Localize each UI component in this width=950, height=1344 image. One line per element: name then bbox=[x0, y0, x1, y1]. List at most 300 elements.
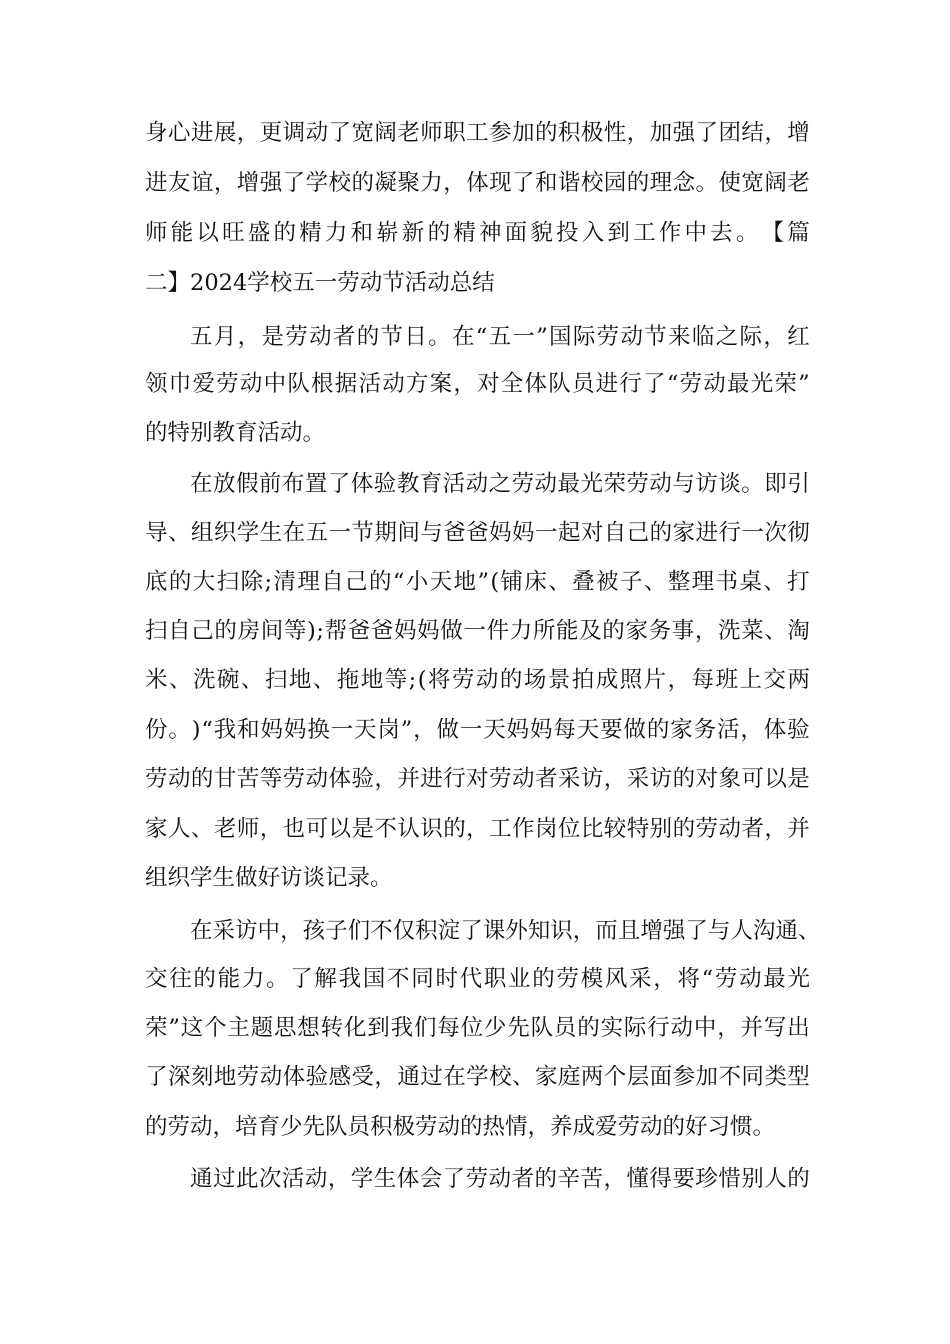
text-char: 地 bbox=[360, 667, 384, 693]
text-char: 自 bbox=[168, 618, 191, 644]
text-char: 活 bbox=[358, 371, 381, 397]
text-char: 老 bbox=[397, 120, 420, 146]
text-char: 动 bbox=[703, 371, 726, 397]
text-char: 光 bbox=[787, 966, 810, 992]
text-char: 两 bbox=[580, 1064, 604, 1090]
text-char: 动 bbox=[305, 120, 329, 146]
text-char: 洗 bbox=[718, 618, 741, 644]
text-char: 的 bbox=[649, 520, 673, 546]
text-char: 妈 bbox=[283, 717, 307, 743]
text-char: 。 bbox=[168, 717, 191, 743]
text-char: 妈 bbox=[506, 717, 530, 743]
text-char: ， bbox=[667, 667, 691, 693]
text-char: 动 bbox=[620, 324, 643, 350]
text-char: ， bbox=[374, 1064, 397, 1090]
text-char: 了 bbox=[685, 918, 708, 944]
text-char: 题 bbox=[250, 1015, 274, 1041]
text-char: 工 bbox=[489, 816, 512, 842]
text-char: 红 bbox=[787, 324, 810, 350]
text-char: 和 bbox=[534, 170, 558, 196]
text-char: 劳 bbox=[285, 324, 308, 350]
text-char: 、 bbox=[764, 618, 787, 644]
text-char: 前 bbox=[258, 471, 282, 497]
text-char: ， bbox=[764, 816, 787, 842]
text-char: 我 bbox=[213, 717, 237, 743]
text-char: 地 bbox=[213, 1064, 237, 1090]
text-char: 案 bbox=[429, 371, 453, 397]
text-char: 积 bbox=[415, 918, 438, 944]
text-char: 荣 bbox=[603, 471, 626, 497]
text-char: 的 bbox=[626, 170, 650, 196]
text-char: 代 bbox=[459, 966, 483, 992]
text-char: 等 bbox=[384, 667, 408, 693]
text-char: 苦 bbox=[236, 766, 260, 792]
text-char: 的 bbox=[168, 569, 192, 595]
text-char: 己 bbox=[191, 618, 214, 644]
text-char: 员 bbox=[553, 1015, 577, 1041]
text-char: 过 bbox=[420, 1064, 443, 1090]
text-char: 体 bbox=[350, 471, 374, 497]
text-char: 【 bbox=[761, 220, 785, 246]
text-char: 此 bbox=[235, 1166, 259, 1192]
text-char: ; bbox=[316, 618, 324, 644]
text-char: 动 bbox=[718, 816, 741, 842]
text-char: 思 bbox=[273, 1015, 297, 1041]
text-char: 大 bbox=[192, 569, 216, 595]
text-char: 是 bbox=[261, 324, 284, 350]
text-char: 动 bbox=[534, 471, 558, 497]
text-char: ; bbox=[264, 569, 273, 595]
text-char: 访 bbox=[695, 471, 718, 497]
text-char: 生 bbox=[259, 520, 283, 546]
text-char: 、 bbox=[312, 667, 336, 693]
text-char: ” bbox=[536, 324, 548, 350]
text-char: 师 bbox=[420, 120, 443, 146]
text-char: 中 bbox=[693, 1015, 717, 1041]
text-char: 国 bbox=[549, 324, 572, 350]
text-char: 盛 bbox=[247, 220, 271, 246]
text-line bbox=[145, 713, 810, 747]
text-char: 动 bbox=[649, 471, 672, 497]
text-char: 一 bbox=[512, 324, 535, 350]
text-char: 而 bbox=[595, 918, 618, 944]
text-char: 我 bbox=[390, 1015, 414, 1041]
text-char: 工 bbox=[466, 120, 489, 146]
text-char: 了 bbox=[327, 471, 351, 497]
text-char: 节 bbox=[380, 324, 404, 350]
text-char: 到 bbox=[607, 220, 630, 246]
text-char: 投 bbox=[556, 220, 579, 246]
text-char: 体 bbox=[282, 1064, 306, 1090]
text-char: 理 bbox=[691, 569, 715, 595]
text-char: 的 bbox=[427, 220, 451, 246]
text-char: 做 bbox=[623, 717, 647, 743]
text-char: 照 bbox=[619, 667, 643, 693]
text-char: 劳 bbox=[282, 766, 306, 792]
text-char: 别 bbox=[649, 816, 673, 842]
text-char: ， bbox=[740, 717, 763, 743]
text-char: 调 bbox=[282, 120, 306, 146]
text-char: 整 bbox=[667, 569, 691, 595]
text-char: 彻 bbox=[787, 520, 810, 546]
text-char: 子 bbox=[325, 918, 348, 944]
text-char: 最 bbox=[763, 966, 786, 992]
text-char: 己 bbox=[626, 520, 650, 546]
text-char: 。 bbox=[735, 220, 759, 246]
text-char: ” bbox=[798, 371, 810, 397]
text-char: 际 bbox=[623, 1015, 647, 1041]
text-char: 两 bbox=[787, 667, 810, 693]
text-char: 拖 bbox=[336, 667, 360, 693]
text-char: 验 bbox=[373, 471, 397, 497]
text-char: ， bbox=[327, 1166, 351, 1192]
text-char: 了 bbox=[512, 170, 535, 196]
text-char: 据 bbox=[334, 371, 358, 397]
text-char: 等 bbox=[283, 618, 307, 644]
text-char: 层 bbox=[626, 1064, 650, 1090]
text-char: 辛 bbox=[557, 1166, 581, 1192]
text-char: 深 bbox=[167, 1064, 191, 1090]
text-char: 劳 bbox=[465, 1166, 489, 1192]
text-char: 人 bbox=[730, 918, 753, 944]
text-char: 强 bbox=[259, 170, 283, 196]
text-char: 心 bbox=[167, 120, 191, 146]
text-char: 旺 bbox=[222, 220, 245, 246]
text-char: 置 bbox=[304, 471, 328, 497]
text-char: 仅 bbox=[392, 918, 416, 944]
text-char: 进 bbox=[595, 371, 619, 397]
text-char: 使 bbox=[718, 170, 741, 196]
text-char: 行 bbox=[619, 371, 642, 397]
text-char: 时 bbox=[435, 966, 458, 992]
text-char: 将 bbox=[677, 966, 700, 992]
text-char: 、 bbox=[240, 667, 264, 693]
text-char: 教 bbox=[396, 471, 420, 497]
text-char: 并 bbox=[397, 766, 420, 792]
text-char: 凝 bbox=[374, 170, 397, 196]
text-char: 的 bbox=[577, 1015, 600, 1041]
text-char: 活 bbox=[717, 717, 740, 743]
text-char: 友 bbox=[167, 170, 191, 196]
text-char: ， bbox=[453, 371, 476, 397]
text-char: 外 bbox=[505, 918, 528, 944]
text-char: 自 bbox=[603, 520, 627, 546]
text-char: 参 bbox=[672, 1064, 696, 1090]
text-char: 到 bbox=[367, 1015, 390, 1041]
text-char: ， bbox=[443, 170, 466, 196]
text-char: 篇 bbox=[787, 220, 810, 246]
text-char: 并 bbox=[787, 816, 810, 842]
text-char: 一 bbox=[328, 520, 352, 546]
text-char: “ bbox=[701, 966, 714, 992]
text-char: 交 bbox=[763, 667, 787, 693]
text-char: 强 bbox=[662, 918, 686, 944]
text-char: 生 bbox=[373, 1166, 397, 1192]
text-char: 、 bbox=[643, 569, 667, 595]
text-char: ; bbox=[408, 667, 417, 693]
text-char: 在 bbox=[451, 324, 475, 350]
text-char: 识 bbox=[550, 918, 573, 944]
text-char: 劳 bbox=[236, 1064, 260, 1090]
text-char: 理 bbox=[297, 569, 320, 595]
text-char: 聚 bbox=[397, 170, 420, 196]
text-char: 个 bbox=[603, 1064, 627, 1090]
text-char: 景 bbox=[547, 667, 571, 693]
text-char: 结 bbox=[741, 120, 764, 146]
text-char: 、 bbox=[168, 667, 192, 693]
text-char: 扫 bbox=[216, 569, 240, 595]
text-char: 以 bbox=[196, 220, 219, 246]
text-char: 岗 bbox=[377, 717, 400, 743]
text-char: 做 bbox=[436, 717, 460, 743]
text-char: 铺 bbox=[500, 569, 523, 595]
text-char: 成 bbox=[595, 667, 619, 693]
text-char: 务 bbox=[693, 717, 717, 743]
text-char: 的 bbox=[602, 618, 625, 644]
text-char: 谈 bbox=[718, 471, 741, 497]
text-char: 一 bbox=[534, 520, 558, 546]
text-char: 和 bbox=[350, 220, 374, 246]
text-char: 队 bbox=[530, 1015, 554, 1041]
text-char: 会 bbox=[419, 1166, 443, 1192]
text-char: 惜 bbox=[718, 1166, 741, 1192]
text-char: 别 bbox=[741, 1166, 764, 1192]
text-char: 身 bbox=[145, 120, 168, 146]
text-char: 访 bbox=[580, 766, 604, 792]
text-char: 场 bbox=[523, 667, 547, 693]
text-char: 劳 bbox=[556, 966, 579, 992]
text-char: 在 bbox=[443, 1064, 466, 1090]
text-char: 小 bbox=[405, 569, 429, 595]
text-char: 员 bbox=[571, 371, 595, 397]
text-char: 子 bbox=[619, 569, 643, 595]
text-char: 的 bbox=[193, 966, 216, 992]
text-char: ， bbox=[763, 324, 786, 350]
text-line bbox=[145, 762, 810, 796]
text-char: 工 bbox=[633, 220, 656, 246]
text-char: 是 bbox=[787, 766, 810, 792]
text-char: 念 bbox=[672, 170, 696, 196]
text-char: ” bbox=[168, 1015, 180, 1041]
text-char: 房 bbox=[237, 618, 261, 644]
text-char: 一 bbox=[459, 717, 483, 743]
text-char: 务 bbox=[648, 618, 672, 644]
text-char: 积 bbox=[557, 120, 581, 146]
text-char: 将 bbox=[427, 667, 451, 693]
text-char: 不 bbox=[718, 1064, 741, 1090]
text-char: ， bbox=[413, 717, 436, 743]
text-char: 家 bbox=[672, 520, 696, 546]
text-char: 增 bbox=[640, 918, 663, 944]
text-char: ， bbox=[466, 816, 489, 842]
text-char: 爸 bbox=[466, 520, 489, 546]
text-char: 与 bbox=[420, 520, 443, 546]
text-line bbox=[145, 216, 810, 250]
text-char: 五 bbox=[488, 324, 512, 350]
text-char: 家 bbox=[670, 717, 693, 743]
text-char: 的 bbox=[672, 816, 696, 842]
text-char: 活 bbox=[442, 471, 466, 497]
text-char: 床 bbox=[524, 569, 547, 595]
text-char: 懂 bbox=[626, 1166, 649, 1192]
text-char: 放 bbox=[212, 471, 236, 497]
text-char: 活 bbox=[281, 1166, 305, 1192]
text-char: 妈 bbox=[394, 618, 417, 644]
text-char: 了 bbox=[442, 1166, 466, 1192]
text-char: 实 bbox=[600, 1015, 624, 1041]
text-char: 的 bbox=[356, 324, 380, 350]
text-char: 能 bbox=[556, 618, 579, 644]
text-char: 根 bbox=[311, 371, 334, 397]
text-char: 较 bbox=[603, 816, 627, 842]
text-char: 一 bbox=[741, 520, 764, 546]
text-char: 老 bbox=[213, 816, 237, 842]
text-char: 劳 bbox=[714, 966, 738, 992]
text-char: 进 bbox=[695, 520, 719, 546]
text-char: 了 bbox=[643, 371, 666, 397]
text-char: 五 bbox=[190, 324, 213, 350]
text-char: 妈 bbox=[530, 717, 553, 743]
text-char: ， bbox=[374, 766, 397, 792]
text-char: 极 bbox=[580, 120, 604, 146]
text-char: 进 bbox=[145, 170, 168, 196]
text-char: 动 bbox=[512, 766, 535, 792]
text-char: 采 bbox=[629, 966, 652, 992]
text-char: 光 bbox=[580, 471, 603, 497]
text-char: 育 bbox=[419, 471, 443, 497]
text-char: 爸 bbox=[370, 618, 394, 644]
text-char: ， bbox=[603, 1166, 626, 1192]
text-char: 行 bbox=[718, 520, 741, 546]
text-char: 神 bbox=[478, 220, 502, 246]
text-char: 精 bbox=[299, 220, 322, 246]
text-line bbox=[145, 367, 810, 401]
text-char: 体 bbox=[763, 717, 787, 743]
text-char: 动 bbox=[167, 766, 191, 792]
text-char: 动 bbox=[305, 766, 329, 792]
text-line bbox=[145, 166, 810, 200]
text-char: 了 bbox=[328, 120, 352, 146]
text-char: 节 bbox=[644, 324, 667, 350]
text-char: 动 bbox=[739, 966, 762, 992]
text-char: 即 bbox=[764, 471, 787, 497]
text-char: 所 bbox=[532, 618, 556, 644]
text-char: 验 bbox=[787, 717, 810, 743]
text-char: 加 bbox=[649, 120, 673, 146]
text-char: ( bbox=[417, 667, 427, 693]
text-char: ， bbox=[237, 324, 261, 350]
text-char: 家 bbox=[534, 1064, 558, 1090]
text-char: 中 bbox=[684, 220, 707, 246]
text-char: 庭 bbox=[557, 1064, 581, 1090]
text-char: 劳 bbox=[596, 324, 620, 350]
text-char: 光 bbox=[750, 371, 774, 397]
text-char: 受 bbox=[351, 1064, 374, 1090]
text-char: 访 bbox=[649, 766, 673, 792]
text-char: 进 bbox=[420, 766, 443, 792]
text-char: 被 bbox=[596, 569, 619, 595]
text-char: 学 bbox=[236, 520, 260, 546]
text-char: 桌 bbox=[739, 569, 762, 595]
text-char: 知 bbox=[527, 918, 551, 944]
text-char: 采 bbox=[557, 766, 581, 792]
text-char: “ bbox=[392, 569, 405, 595]
text-char: 苦 bbox=[580, 1166, 603, 1192]
text-char: 入 bbox=[581, 220, 605, 246]
text-char: 动 bbox=[670, 1015, 694, 1041]
text-line: 二】2024学校五一劳动节活动总结 bbox=[145, 270, 495, 296]
text-char: 换 bbox=[307, 717, 330, 743]
text-char: 去 bbox=[710, 220, 733, 246]
text-char: 帮 bbox=[324, 618, 348, 644]
text-char: 妈 bbox=[260, 717, 284, 743]
text-char: ， bbox=[259, 816, 283, 842]
text-char: 对 bbox=[477, 371, 500, 397]
text-char: “ bbox=[666, 371, 679, 397]
text-char: 谊 bbox=[190, 170, 214, 196]
text-char: 型 bbox=[787, 1064, 810, 1090]
text-line: 组织学生做好访谈记录。 bbox=[145, 865, 393, 891]
text-char: 了 bbox=[282, 170, 306, 196]
text-char: 爱 bbox=[192, 371, 215, 397]
text-char: 碗 bbox=[216, 667, 240, 693]
text-char: 认 bbox=[397, 816, 420, 842]
text-char: 节 bbox=[351, 520, 374, 546]
text-line bbox=[145, 962, 810, 996]
text-char: 珍 bbox=[695, 1166, 718, 1192]
text-char: 者 bbox=[534, 766, 558, 792]
text-char: 国 bbox=[362, 966, 386, 992]
text-char: 扫 bbox=[145, 618, 168, 644]
text-char: 新 bbox=[401, 220, 425, 246]
text-char: 的 bbox=[499, 667, 523, 693]
text-char: 展 bbox=[213, 120, 237, 146]
text-char: 期 bbox=[374, 520, 397, 546]
text-char: 起 bbox=[557, 520, 581, 546]
text-char: 与 bbox=[672, 471, 695, 497]
text-char: 采 bbox=[212, 918, 236, 944]
text-char: 对 bbox=[695, 766, 719, 792]
text-char: 了 bbox=[290, 966, 313, 992]
text-char: 阔 bbox=[764, 170, 787, 196]
text-char: 的 bbox=[443, 816, 466, 842]
text-char: 与 bbox=[707, 918, 731, 944]
text-char: ， bbox=[236, 120, 260, 146]
text-char: 做 bbox=[440, 618, 463, 644]
text-char: 以 bbox=[764, 766, 787, 792]
text-char: 五 bbox=[305, 520, 329, 546]
text-char: 拍 bbox=[571, 667, 595, 693]
text-char: 天 bbox=[576, 717, 600, 743]
text-char: 的 bbox=[190, 766, 214, 792]
text-char: 地 bbox=[288, 667, 312, 693]
text-char: 学 bbox=[466, 1064, 489, 1090]
text-char: 洗 bbox=[192, 667, 216, 693]
text-char: 劳 bbox=[489, 766, 512, 792]
text-char: 动 bbox=[259, 1064, 283, 1090]
text-char: 次 bbox=[764, 520, 787, 546]
text-char: 一 bbox=[330, 717, 354, 743]
text-char: ， bbox=[717, 1015, 740, 1041]
text-char: 识 bbox=[420, 816, 443, 842]
text-char: 少 bbox=[483, 1015, 507, 1041]
text-char: 动 bbox=[475, 667, 499, 693]
text-char: 验 bbox=[351, 766, 374, 792]
text-char: 之 bbox=[715, 324, 739, 350]
text-char: 要 bbox=[600, 717, 623, 743]
text-char: 荣 bbox=[145, 1015, 168, 1041]
text-char: 面 bbox=[504, 220, 528, 246]
